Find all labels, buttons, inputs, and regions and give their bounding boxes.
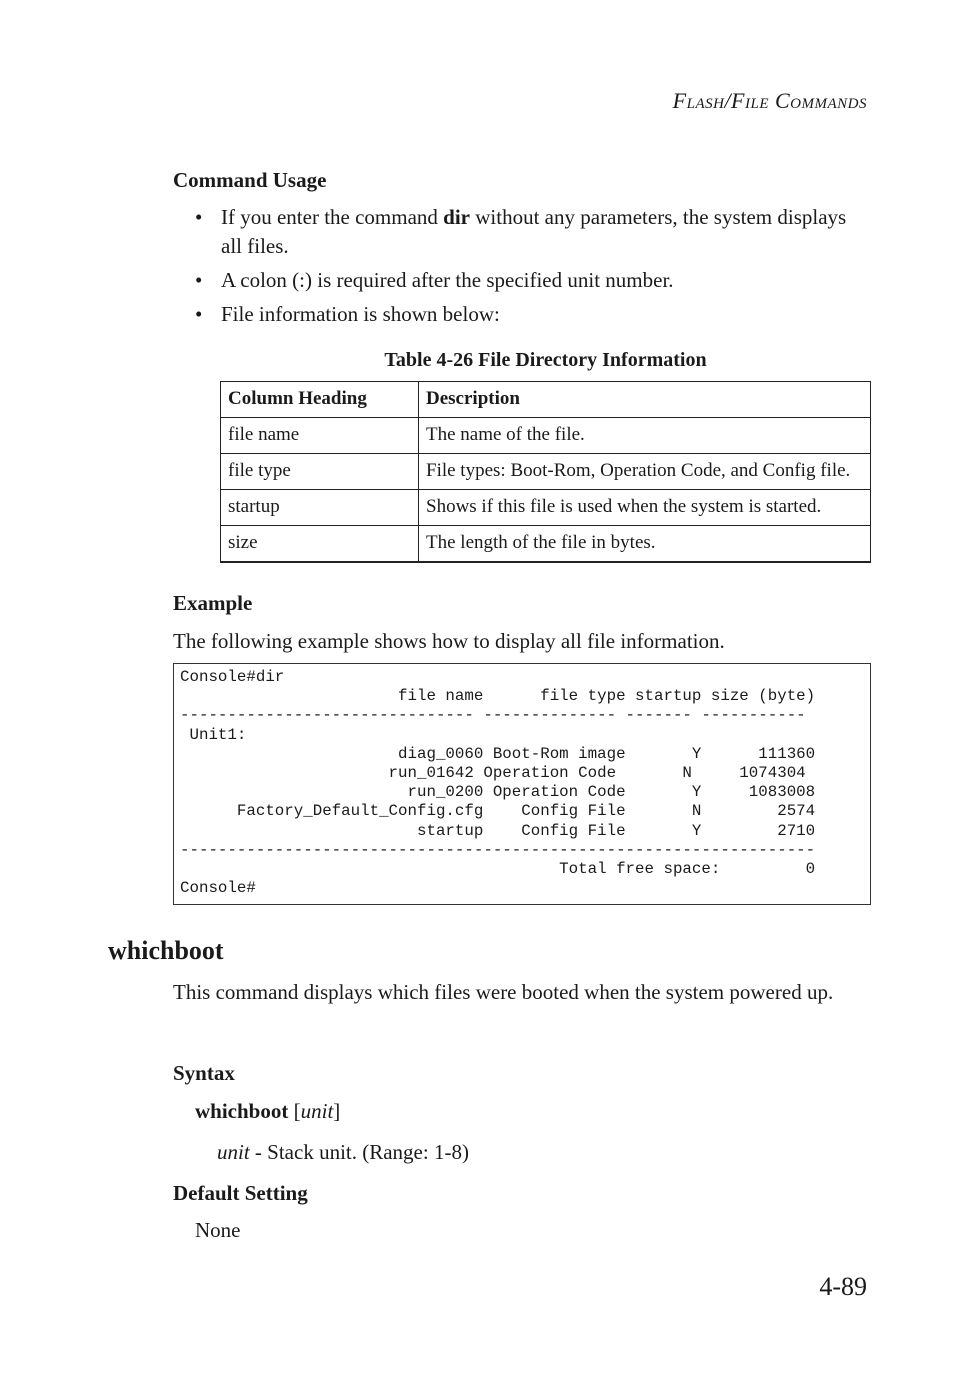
code-line: ------------------------------- -------------- ------- ----------- <box>180 706 806 725</box>
code-line: run_01642 Operation Code N 1074304 <box>180 764 806 783</box>
bullet-text-pre: If you enter the command <box>221 205 444 229</box>
code-line: Console#dir <box>180 668 285 686</box>
default-setting-value: None <box>195 1218 241 1242</box>
running-header <box>673 88 867 114</box>
code-line: file name file type startup size (byte) <box>180 687 816 706</box>
table-cell: Shows if this file is used when the system is started. <box>419 490 871 526</box>
syntax-param: unit <box>300 1099 334 1123</box>
table-row <box>221 526 871 563</box>
code-example <box>173 663 871 905</box>
table-header-row <box>221 382 871 418</box>
section-title-whichboot: whichboot <box>108 936 224 965</box>
param-description <box>217 1138 469 1167</box>
example-heading: Example <box>173 591 253 615</box>
table-cell: startup <box>221 490 419 526</box>
file-directory-table <box>220 381 871 563</box>
syntax-bracket-open: [ <box>288 1099 301 1123</box>
bullet-text: A colon (:) is required after the specified unit number. <box>221 268 674 292</box>
code-line: Total free space: 0 <box>180 860 816 879</box>
code-line: diag_0060 Boot-Rom image Y 111360 <box>180 744 816 763</box>
running-header-text: Flash/File Commands <box>672 88 867 113</box>
command-usage-heading: Command Usage <box>173 168 327 192</box>
list-item <box>195 300 855 329</box>
code-line: Console# <box>180 879 256 898</box>
code-line: run_0200 Operation Code Y 1083008 <box>180 783 816 802</box>
syntax-line <box>195 1097 340 1126</box>
example-intro: The following example shows how to display all file information. <box>173 629 725 653</box>
bullet-marker: • <box>195 205 203 229</box>
default-setting-heading: Default Setting <box>173 1181 308 1205</box>
table-cell: file name <box>221 418 419 454</box>
code-line: ------------------------------------------------------------------- <box>180 840 816 859</box>
table-row <box>221 418 871 454</box>
table-cell: The name of the file. <box>419 418 871 454</box>
whichboot-description: This command displays which files were booted when the system powered up. <box>173 980 834 1004</box>
table-cell: The length of the file in bytes. <box>419 526 871 563</box>
table-caption: Table 4-26 File Directory Information <box>384 349 707 371</box>
bullet-marker: • <box>195 268 203 292</box>
syntax-command: whichboot <box>195 1099 289 1123</box>
command-dir: dir <box>443 205 471 229</box>
list-item <box>195 266 855 295</box>
table-cell: size <box>221 526 419 563</box>
syntax-bracket-close: ] <box>333 1099 341 1123</box>
table-row <box>221 490 871 526</box>
param-name: unit <box>217 1140 250 1164</box>
table-cell: file type <box>221 454 419 490</box>
code-line: startup Config File Y 2710 <box>180 821 816 840</box>
code-line: Factory_Default_Config.cfg Config File N 2574 <box>180 802 816 821</box>
list-item <box>195 203 855 261</box>
param-text: - Stack unit. (Range: 1-8) <box>249 1140 469 1164</box>
code-block <box>174 664 870 898</box>
bullet-marker: • <box>195 302 203 326</box>
bullet-text: File information is shown below: <box>221 302 500 326</box>
table-header-cell: Column Heading <box>221 382 419 418</box>
table-row <box>221 454 871 490</box>
command-usage-list <box>195 203 855 334</box>
table-header-cell: Description <box>419 382 871 418</box>
table-cell: File types: Boot-Rom, Operation Code, and Config file. <box>419 454 871 490</box>
bullet-text-post: without any parameters, the system displays all files. <box>221 205 847 258</box>
page-number: 4-89 <box>819 1272 867 1301</box>
syntax-heading: Syntax <box>173 1061 235 1085</box>
code-line: Unit1: <box>180 725 247 744</box>
